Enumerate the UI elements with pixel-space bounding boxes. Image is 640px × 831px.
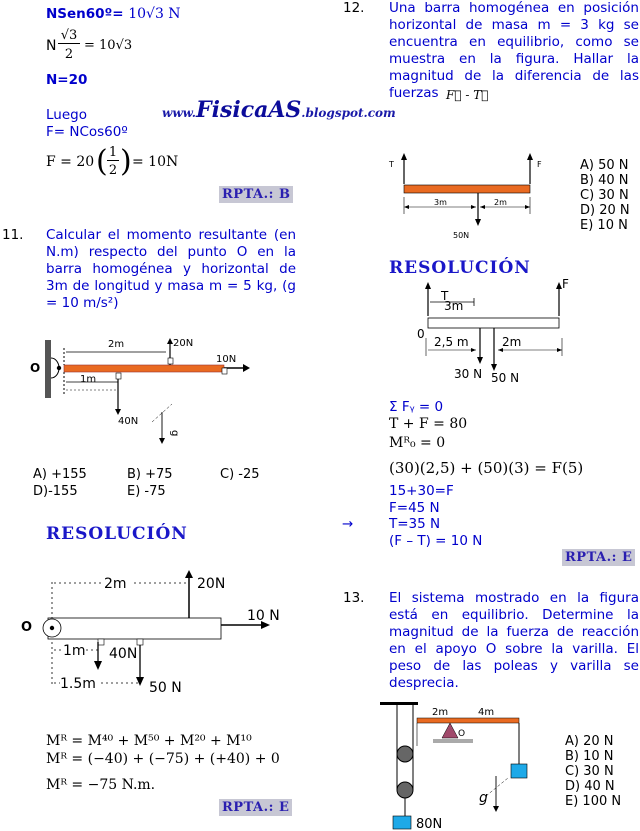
q12-solution-figure [414,278,579,388]
fig12b-bar [428,318,559,328]
q12-option-c: C) 30 N [580,188,629,203]
fig12-d3m-label: 3m [434,198,447,207]
fig13-g-label: g [479,790,488,806]
rpta-b-badge: RPTA.: B [219,186,293,203]
fig13-d4m-label: 4m [478,707,495,718]
q13-option-a: A) 20 N [565,734,614,749]
q13-option-b: B) 10 N [565,749,614,764]
f-eq-prefix: F = 20 [46,154,95,170]
q11-solution-figure [40,566,290,696]
fig11b-f10-label: 10 N [247,608,280,624]
fig11-d2m-label: 2m [108,339,125,350]
q12-number: 12. [343,0,365,16]
f-frac-num: 1 [108,145,118,160]
f-fraction-equation [46,144,179,185]
fig11b-o-label: O [21,620,33,635]
watermark-suffix: .blogspot.com [301,106,396,120]
watermark-brand: FisicaAS [195,97,302,123]
moment-eq2: Mᴿ = (−40) + (−75) + (+40) + 0 [46,751,280,767]
rpta-e-badge-right: RPTA.: E [562,549,635,566]
f-eq-suffix: = 10N [132,154,179,170]
eq2-num: √3 [58,28,80,44]
q13-figure [375,698,535,831]
implies-arrow: → [342,516,354,532]
q13-option-c: C) 30 N [565,764,614,779]
fig11-f20-label: 20N [173,338,194,349]
moment-o-eq: Mᴿ₀ = 0 [389,435,446,451]
watermark-prefix: www. [162,106,196,120]
eq2-den: 2 [64,47,74,62]
n-fraction-equation [46,28,166,68]
q11-option-b: B) +75 [127,467,173,482]
q11-number: 11. [2,227,24,243]
fig13-fulcrum [442,723,458,738]
t-plus-f-eq: T + F = 80 [389,416,468,432]
fig12b-f-label: F [562,278,569,291]
resolucion-heading-left: RESOLUCIÓN [46,524,188,544]
fig13-ceiling [380,702,418,705]
eq2-n: N [46,38,57,54]
q11-figure [28,332,260,450]
q12-options [580,158,630,233]
q12-option-e: E) 10 N [580,218,628,233]
fig13-pulley-top [397,746,413,762]
result-line4: (F – T) = 10 N [389,533,483,549]
paren-close: ) [120,144,132,179]
q11-text: Calcular el momento resultante (en N.m) respecto del punto O en la barra homogénea y horizontal de 3m de longitud y masa m = 5 kg, (g = 10 m/s²) [46,227,296,311]
fig11b-d2m-label: 2m [104,576,127,592]
q13-options [565,734,621,809]
fig13-support [433,739,473,743]
moment-eq1: Mᴿ = M⁴⁰ + M⁵⁰ + M²⁰ + M¹⁰ [46,733,252,749]
q13-number: 13. [343,590,365,606]
eq2-rhs: = 10√3 [84,38,133,53]
result-line1: 15+30=F [389,483,454,499]
rpta-e-badge-left: RPTA.: E [219,799,292,816]
fig11b-f20-label: 20N [197,576,226,592]
fig12b-f30-label: 30 N [454,367,483,381]
fig11b-d1m-label: 1m [63,643,86,659]
sum-fy-eq: Σ Fᵧ = 0 [389,399,444,415]
q12-vectors: F⃗ - T⃗ [446,88,489,102]
q13-text: El sistema mostrado en la figura está en equilibrio. Determine la magnitud de la fuerza de reacción en el apoyo O sobre la varilla. El peso de las poleas y varilla se desprecia. [389,590,639,691]
n-result: N=20 [46,72,88,88]
paren-open: ( [96,144,108,179]
fig12b-f50-label: 50 N [491,371,520,385]
fig11-pivot [57,366,61,370]
fig13-pulley-bottom [397,782,413,798]
fig12b-t-label: T [441,289,449,303]
q12-option-a: A) 50 N [580,158,629,173]
q12-option-b: B) 40 N [580,173,629,188]
nsen-value: 10√3 N [128,6,181,22]
fig13-block-80n [393,816,411,829]
luego-label: Luego [46,107,87,123]
fig12-bar [404,185,530,193]
fig13-block-right [511,764,527,778]
fig12b-d3m-label: 3m [444,299,464,313]
fig11-d1m-label: 1m [80,374,97,385]
q12-text: Una barra homogénea en posición horizontal de masa m = 3 kg se encuentra en equilibrio, como se muestra en la figura. Hallar la magnitud de la diferencia de las fuerzas [389,0,639,101]
fig11b-pivot [50,626,54,630]
f-ncos-equation: F= NCos60º [46,124,128,140]
fig11b-bar [48,618,221,639]
fig12b-d25-label: 2,5 m [434,335,469,349]
nsen-prefix: NSen60º= [46,6,129,22]
nsen-equation [46,6,181,23]
resolucion-heading-right: RESOLUCIÓN [389,258,531,278]
result-line3: T=35 N [389,516,441,532]
q13-option-d: D) 40 N [565,779,615,794]
q11-option-d: D)-155 [33,484,78,499]
result-line2: F=45 N [389,500,440,516]
q11-option-c: C) -25 [220,467,260,482]
fig11b-f40-label: 40N [109,646,138,662]
fig12b-o-label: 0 [417,327,425,341]
fig12-f-label: F [537,160,542,169]
fig11-f40-label: 40N [118,416,139,427]
watermark [162,97,396,123]
fig11-o-label: O [30,361,41,375]
fig11b-f50-label: 50 N [149,680,182,696]
fig12-t-label: T [389,160,394,169]
fig11-f10-label: 10N [216,354,237,365]
moment-balance-eq: (30)(2,5) + (50)(3) = F(5) [389,459,584,477]
fig11-wall [45,340,51,398]
fig11-bar [64,365,224,372]
fig12-d2m-label: 2m [494,198,507,207]
fig12-f50-label: 50N [453,231,470,240]
q11-option-e: E) -75 [127,484,166,499]
q12-option-d: D) 20 N [580,203,630,218]
fig13-d2m-label: 2m [432,707,449,718]
q12-figure [384,150,554,250]
q13-option-e: E) 100 N [565,794,622,809]
moment-eq3: Mᴿ = −75 N.m. [46,777,156,793]
f-frac-den: 2 [108,163,118,178]
fig13-o-label: O [458,729,466,739]
fig13-bar [417,718,519,723]
fig11-g-label: g [169,430,180,437]
fig13-f80-label: 80N [416,817,443,831]
fig12b-d2m-label: 2m [502,335,522,349]
fig11b-d15-label: 1.5m [60,676,96,692]
q11-option-a: A) +155 [33,467,87,482]
